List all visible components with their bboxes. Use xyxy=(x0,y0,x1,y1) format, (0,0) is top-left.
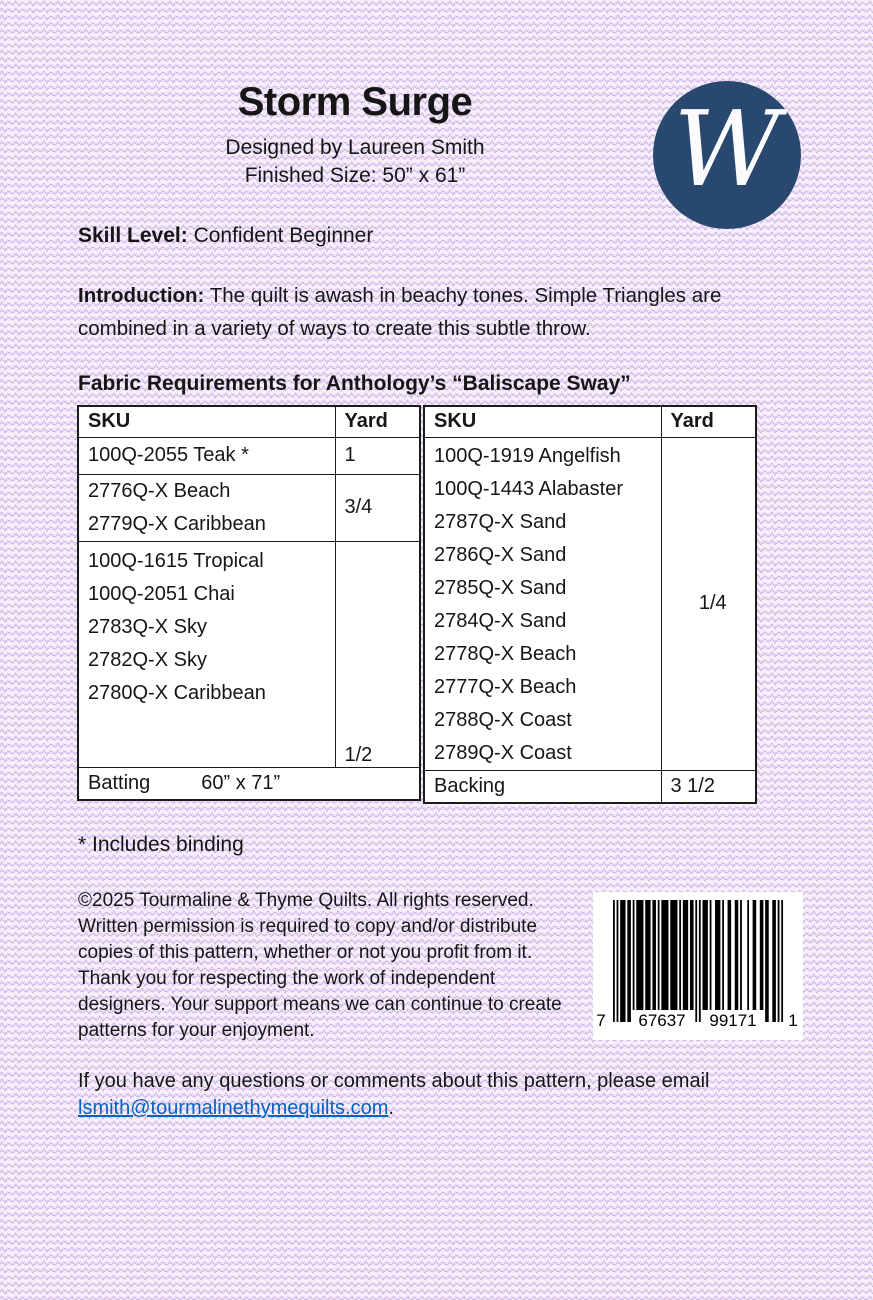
sku-item: 2784Q-X Sand xyxy=(434,609,567,632)
sku-item: 2777Q-X Beach xyxy=(434,675,577,698)
sku-item: 2776Q-X Beach xyxy=(88,479,231,502)
backing-yard: 3 1/2 xyxy=(661,770,756,803)
batting-label: Batting xyxy=(88,771,151,794)
yard-cell: 1/2 xyxy=(335,541,420,767)
yard-cell: 1 xyxy=(335,437,420,474)
sku-item: 2785Q-X Sand xyxy=(434,576,567,599)
sku-item: 100Q-1615 Tropical xyxy=(88,549,264,572)
binding-footnote: * Includes binding xyxy=(78,833,244,856)
sku-item: 100Q-1443 Alabaster xyxy=(434,477,624,500)
batting-size: 60” x 71” xyxy=(201,771,281,794)
copyright-line: patterns for your enjoyment. xyxy=(78,1020,315,1041)
introduction xyxy=(78,279,721,345)
table-row xyxy=(78,541,420,767)
fabric-table-left xyxy=(77,405,421,801)
copyright-line: copies of this pattern, whether or not you profit from it. xyxy=(78,942,533,963)
barcode-digit-right: 1 xyxy=(788,1011,798,1030)
sku-item: 2778Q-X Beach xyxy=(434,642,577,665)
sku-item: 100Q-1919 Angelfish xyxy=(434,444,621,467)
table-row-backing xyxy=(424,770,756,803)
table-row-batting xyxy=(78,767,420,800)
fabric-requirements-heading: Fabric Requirements for Anthology’s “Baliscape Sway” xyxy=(78,372,631,395)
sku-item: 2783Q-X Sky xyxy=(88,615,207,638)
sku-item: 2780Q-X Caribbean xyxy=(88,681,266,704)
introduction-line1: The quilt is awash in beachy tones. Simple Triangles are xyxy=(209,284,722,307)
barcode-digit-left: 7 xyxy=(596,1011,606,1030)
column-header-sku: SKU xyxy=(424,406,661,437)
copyright-line: designers. Your support means we can continue to create xyxy=(78,994,562,1015)
email-link[interactable]: lsmith@tourmalinethymequilts.com xyxy=(78,1097,389,1119)
introduction-line2: combined in a variety of ways to create this subtle throw. xyxy=(78,317,591,340)
page-title: Storm Surge xyxy=(237,80,473,124)
contact-period: . xyxy=(388,1097,394,1119)
sku-item: 100Q-2051 Chai xyxy=(88,582,235,605)
logo-monogram-w: W xyxy=(673,88,781,210)
copyright-line: Thank you for respecting the work of independent xyxy=(78,968,496,989)
table-row xyxy=(78,474,420,541)
copyright-line: ©2025 Tourmaline & Thyme Quilts. All rights reserved. xyxy=(78,890,534,911)
table-row xyxy=(424,437,756,770)
sku-cell xyxy=(78,541,335,767)
finished-size: Finished Size: 50” x 61” xyxy=(244,164,466,187)
table-header-row xyxy=(424,406,756,437)
barcode-digits-group1: 67637 xyxy=(638,1011,686,1030)
yard-cell: 1/4 xyxy=(661,437,756,770)
batting-cell xyxy=(78,767,420,800)
brand-logo xyxy=(653,81,801,229)
column-header-yard: Yard xyxy=(661,406,756,437)
contact-note xyxy=(78,1068,709,1122)
sku-item: 2788Q-X Coast xyxy=(434,708,572,731)
column-header-sku: SKU xyxy=(78,406,335,437)
skill-level-value: Confident Beginner xyxy=(193,224,374,247)
contact-text: If you have any questions or comments about this pattern, please email xyxy=(78,1070,710,1092)
copyright-notice xyxy=(78,888,562,1044)
fabric-table-right xyxy=(423,405,757,804)
table-row xyxy=(78,437,420,474)
barcode-bars xyxy=(593,892,803,1040)
skill-level xyxy=(78,224,373,248)
sku-item: 2789Q-X Coast xyxy=(434,741,572,764)
barcode-digits-group2: 99171 xyxy=(709,1011,757,1030)
sku-cell: 100Q-2055 Teak * xyxy=(78,437,335,474)
sku-cell xyxy=(78,474,335,541)
sku-item: 2779Q-X Caribbean xyxy=(88,512,266,535)
copyright-line: Written permission is required to copy and/or distribute xyxy=(78,916,538,937)
column-header-yard: Yard xyxy=(335,406,420,437)
table-header-row xyxy=(78,406,420,437)
sku-item: 2786Q-X Sand xyxy=(434,543,567,566)
sku-item: 2782Q-X Sky xyxy=(88,648,207,671)
upc-barcode xyxy=(593,892,803,1040)
designer-credit: Designed by Laureen Smith xyxy=(225,136,485,159)
introduction-label: Introduction: xyxy=(78,284,205,307)
sku-item: 2787Q-X Sand xyxy=(434,510,567,533)
yard-cell: 3/4 xyxy=(335,474,420,541)
sku-cell xyxy=(424,437,661,770)
skill-level-label: Skill Level: xyxy=(78,224,188,247)
backing-label: Backing xyxy=(424,770,661,803)
